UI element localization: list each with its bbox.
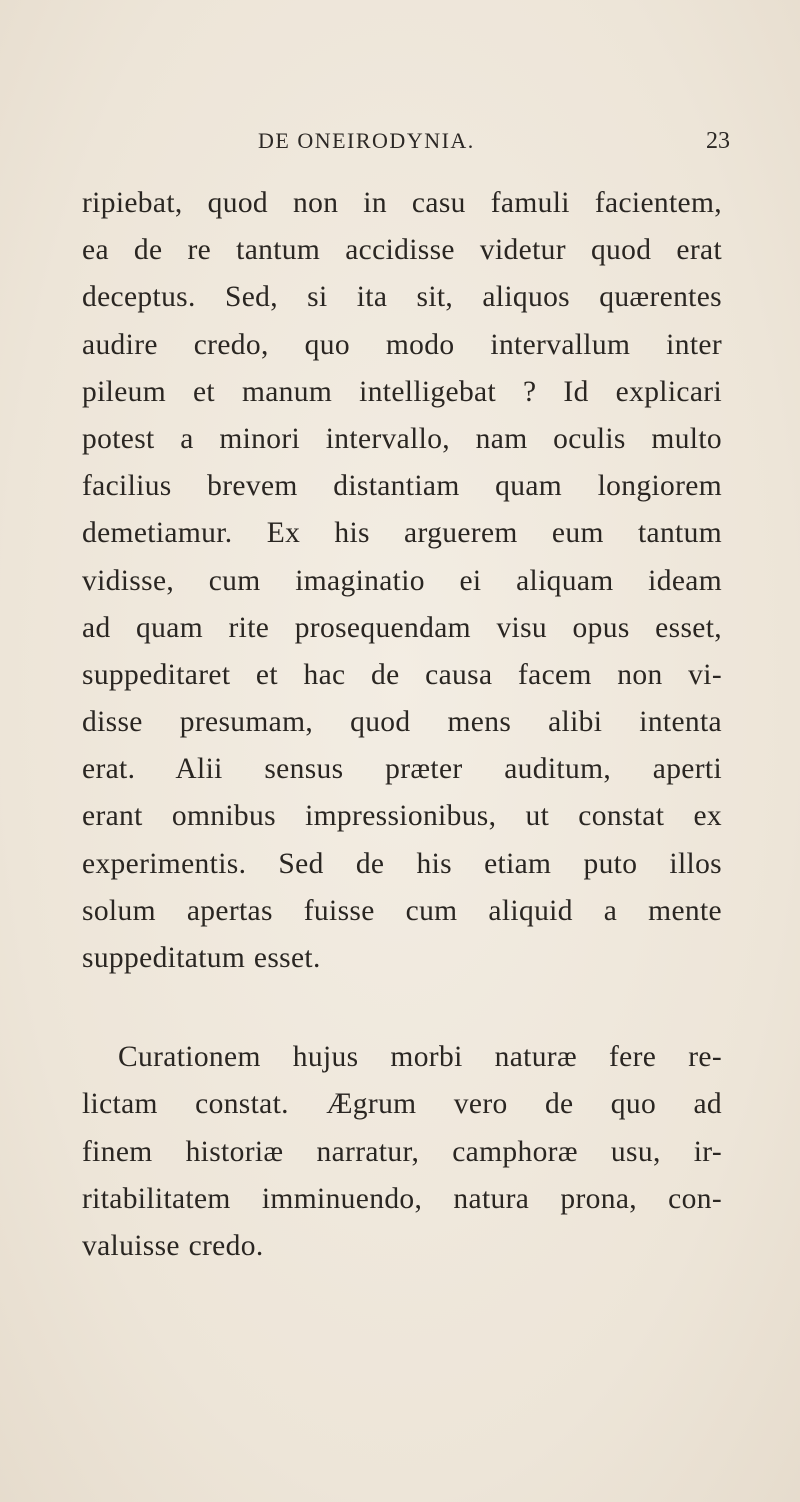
text-line: pileum et manum intelligebat ? Id explicari [82,375,722,408]
text-line: audire credo, quo modo intervallum inter [82,328,722,361]
text-line: potest a minori intervallo, nam oculis multo [82,422,722,455]
text-line: vidisse, cum imaginatio ei aliquam ideam [82,564,722,597]
text-line: ea de re tantum accidisse videtur quod erat [82,234,722,267]
text-line: suppeditatum esset. [82,942,321,974]
text-line: ritabilitatem imminuendo, natura prona, con- [82,1182,722,1215]
text-line: deceptus. Sed, si ita sit, aliquos quærentes [82,281,722,314]
text-line: erat. Alii sensus præter auditum, aperti [82,753,722,786]
text-line: lictam constat. Ægrum vero de quo ad [82,1088,722,1121]
text-line: valuisse credo. [82,1229,264,1262]
paragraph-spacing [82,982,722,1034]
text-line: disse presumam, quod mens alibi intenta [82,706,722,739]
page-number: 23 [706,128,730,154]
text-line: ad quam rite prosequendam visu opus esset, [82,611,722,644]
running-title: DE ONEIRODYNIA. [258,128,475,153]
text-line: suppeditaret et hac de causa facem non vi- [82,658,722,691]
paragraph-1 [82,180,722,982]
running-head [0,128,800,162]
text-line: erant omnibus impressionibus, ut constat ex [82,800,722,833]
text-line: Curationem hujus morbi naturæ fere re- [118,1041,722,1074]
body-text [82,180,722,1270]
text-line: solum apertas fuisse cum aliquid a mente [82,894,722,927]
text-line: demetiamur. Ex his arguerem eum tantum [82,517,722,550]
text-line: ripiebat, quod non in casu famuli facientem, [82,187,722,219]
text-line: experimentis. Sed de his etiam puto illos [82,847,722,880]
paragraph-2 [82,1034,722,1270]
text-line: facilius brevem distantiam quam longiorem [82,470,722,503]
text-line: finem historiæ narratur, camphoræ usu, ir- [82,1135,722,1168]
